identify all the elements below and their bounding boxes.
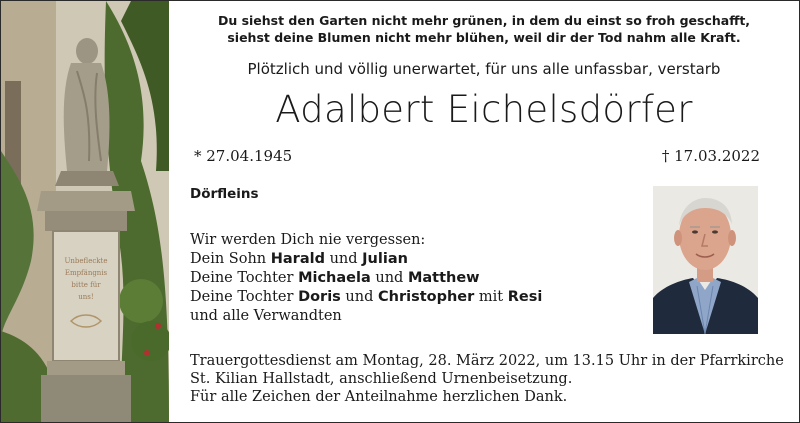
death-announcement-intro: Plötzlich und völlig unerwartet, für uns alle unfassbar, verstarb	[247, 60, 721, 78]
conjunction: und	[324, 251, 363, 267]
mourner-relation: Deine Tochter	[190, 289, 299, 305]
mourners-list	[190, 231, 542, 326]
conjunction: mit	[474, 289, 508, 305]
mourners-heading: Wir werden Dich nie vergessen:	[190, 232, 426, 248]
mourner-line	[190, 269, 542, 288]
memorial-poem	[170, 12, 798, 46]
svg-text:bitte für: bitte für	[71, 281, 101, 289]
mourner-name: Doris	[298, 289, 341, 305]
mourner-relation: Dein Sohn	[190, 251, 271, 267]
service-line: St. Kilian Hallstadt, anschließend Urnenbeisetzung.	[190, 371, 573, 387]
poem-line: Du siehst den Garten nicht mehr grünen, in dem du einst so froh geschafft,	[217, 13, 751, 28]
mourner-name: Harald	[270, 251, 325, 267]
mourner-relation: Deine Tochter	[190, 270, 299, 286]
death-date: † 17.03.2022	[661, 147, 760, 165]
svg-text:uns!: uns!	[78, 293, 94, 301]
birth-date: * 27.04.1945	[194, 147, 293, 165]
mourner-name: Julian	[362, 251, 408, 267]
mourner-name: Michaela	[298, 270, 371, 286]
service-line: Für alle Zeichen der Anteilnahme herzlichen Dank.	[190, 389, 568, 405]
mourner-name: Resi	[507, 289, 543, 305]
madonna-statue-photo	[1, 1, 169, 422]
mourner-line	[190, 250, 542, 269]
hometown: Dörfleins	[190, 186, 259, 202]
mourner-name: Christopher	[378, 289, 475, 305]
mourner-name: Matthew	[407, 270, 480, 286]
mourner-line	[190, 288, 542, 307]
poem-line: siehst deine Blumen nicht mehr blühen, weil dir der Tod nahm alle Kraft.	[227, 30, 741, 45]
svg-text:Empfängnis: Empfängnis	[64, 269, 108, 277]
obituary-content	[170, 0, 798, 421]
deceased-portrait-photo	[653, 186, 758, 334]
funeral-service-info	[190, 352, 784, 406]
service-line: Trauergottesdienst am Montag, 28. März 2022, um 13.15 Uhr in der Pfarrkirche	[190, 353, 784, 369]
conjunction: und	[340, 289, 378, 305]
deceased-name: Adalbert Eichelsdörfer	[275, 88, 693, 131]
svg-text:Unbefleckte: Unbefleckte	[64, 257, 108, 265]
conjunction: und	[370, 270, 408, 286]
mourner-line: und alle Verwandten	[190, 308, 342, 324]
